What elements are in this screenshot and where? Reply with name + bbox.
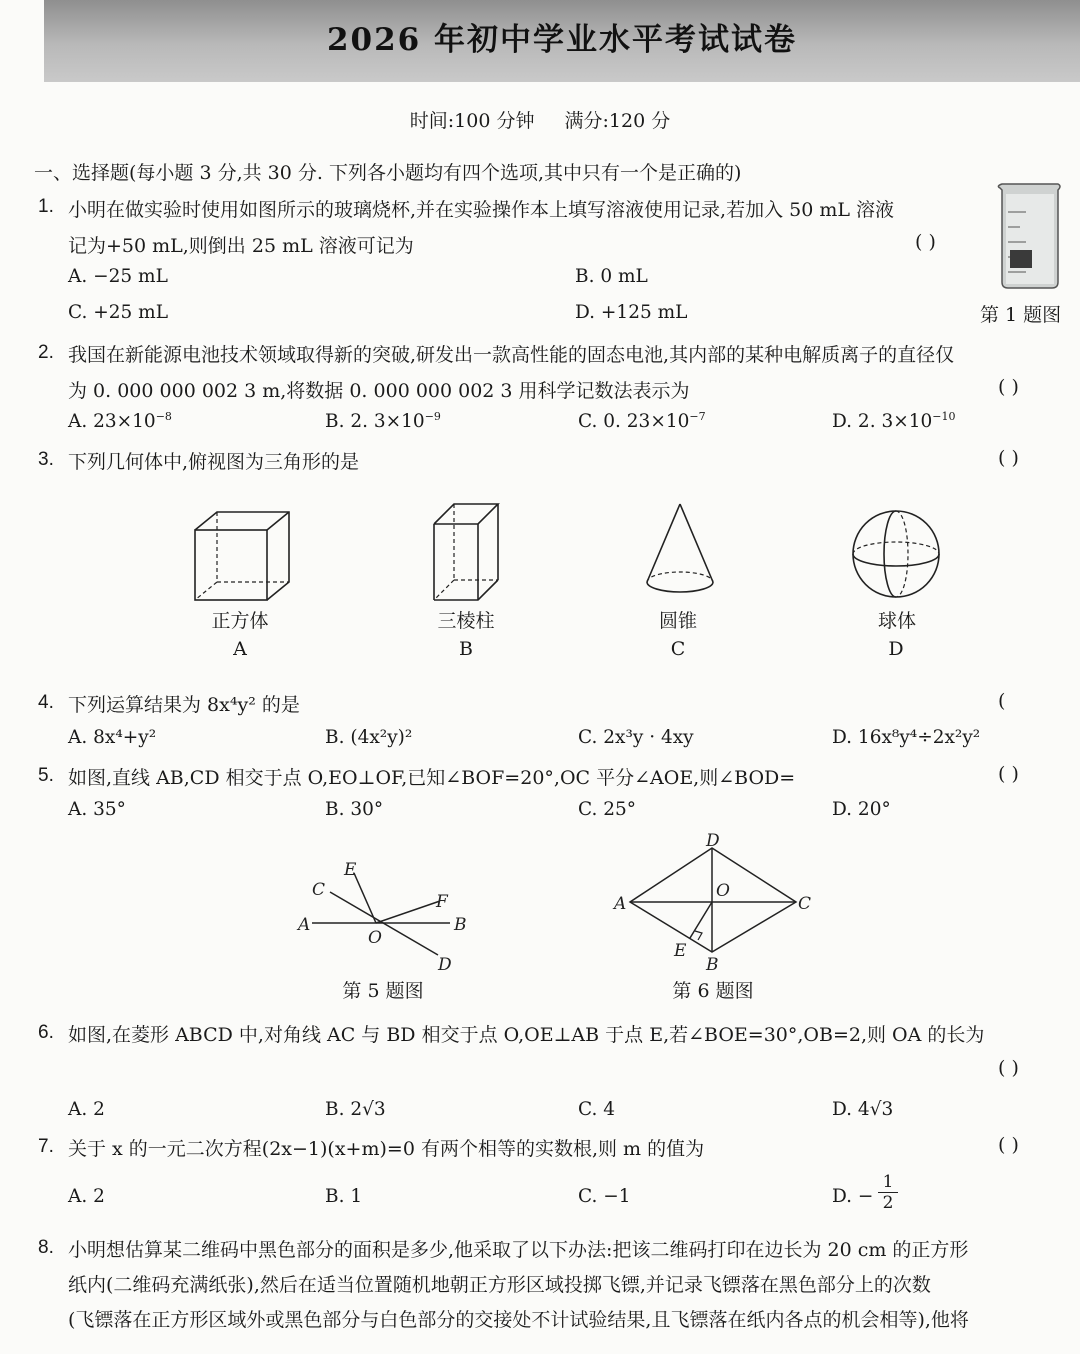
q6-label-o: O bbox=[716, 881, 730, 901]
q4-option-c[interactable]: C. 2x³y · 4xy bbox=[578, 727, 694, 748]
q7-option-d[interactable] bbox=[832, 1186, 873, 1207]
q1-answer-blank[interactable]: ( ) bbox=[915, 231, 936, 253]
q2-answer-blank[interactable]: ( ) bbox=[998, 376, 1019, 398]
q2-option-d-exp: −10 bbox=[932, 409, 956, 423]
q5-label-e: E bbox=[344, 860, 357, 880]
prism-figure bbox=[430, 500, 505, 605]
section-title: 一、选择题(每小题 3 分,共 30 分. 下列各小题均有四个选项,其中只有一个是正确的) bbox=[34, 162, 742, 184]
q2-number: 2. bbox=[38, 342, 54, 363]
q5-label-b: B bbox=[454, 915, 467, 935]
q5-label-a: A bbox=[298, 915, 311, 935]
q2-option-a[interactable] bbox=[68, 411, 172, 432]
full-score: 满分:120 分 bbox=[564, 110, 671, 132]
q2-option-a-exp: −8 bbox=[155, 409, 172, 423]
q6-rhombus-figure bbox=[610, 830, 815, 975]
q5-number: 5. bbox=[38, 765, 54, 786]
q6-answer-blank[interactable]: ( ) bbox=[998, 1057, 1019, 1079]
q4-answer-blank[interactable]: ( bbox=[998, 690, 1006, 712]
q7-option-c[interactable]: C. −1 bbox=[578, 1186, 631, 1207]
q4-number: 4. bbox=[38, 692, 54, 713]
q2-option-d[interactable] bbox=[832, 411, 956, 432]
q2-option-d-base: D. 2. 3×10 bbox=[832, 411, 933, 432]
q6-label-e: E bbox=[674, 941, 687, 961]
q6-option-b[interactable]: B. 2√3 bbox=[325, 1099, 386, 1120]
sphere-figure bbox=[850, 508, 942, 600]
q8-text-line2: 纸内(二维码充满纸张),然后在适当位置随机地朝正方形区域投掷飞镖,并记录飞镖落在黑色部分上的次数 bbox=[68, 1274, 931, 1296]
q1-option-b[interactable]: B. 0 mL bbox=[575, 266, 648, 287]
q2-text-line2: 为 0. 000 000 002 3 m,将数据 0. 000 000 002 3 用科学记数法表示为 bbox=[68, 380, 690, 402]
q4-option-b[interactable]: B. (4x²y)² bbox=[325, 727, 413, 748]
shape-a-name: 正方体 bbox=[211, 610, 269, 632]
q5-label-c: C bbox=[312, 880, 326, 900]
fraction-numerator: 1 bbox=[878, 1172, 898, 1193]
q6-label-b: B bbox=[706, 955, 719, 975]
shape-c-name: 圆锥 bbox=[658, 610, 697, 632]
q6-option-d[interactable]: D. 4√3 bbox=[832, 1099, 894, 1120]
q5-text-line1: 如图,直线 AB,CD 相交于点 O,EO⊥OF,已知∠BOF=20°,OC 平分∠AOE,则∠BOD= bbox=[68, 767, 796, 789]
q1-text-line1: 小明在做实验时使用如图所示的玻璃烧杯,并在实验操作本上填写溶液使用记录,若加入 50 mL 溶液 bbox=[68, 199, 895, 221]
q6-label-a: A bbox=[614, 894, 627, 914]
q2-option-b-base: B. 2. 3×10 bbox=[325, 411, 425, 432]
q8-number: 8. bbox=[38, 1237, 54, 1258]
q5-label-f: F bbox=[436, 892, 448, 912]
q7-option-b[interactable]: B. 1 bbox=[325, 1186, 363, 1207]
q2-option-c-exp: −7 bbox=[689, 409, 706, 423]
q5-angle-figure bbox=[290, 855, 480, 975]
q5-option-c[interactable]: C. 25° bbox=[578, 799, 637, 820]
q6-option-a[interactable]: A. 2 bbox=[68, 1099, 105, 1120]
q1-number: 1. bbox=[38, 196, 54, 217]
q7-option-d-label: D. − bbox=[832, 1186, 874, 1207]
q3-text-line1: 下列几何体中,俯视图为三角形的是 bbox=[68, 451, 360, 473]
shape-b-letter: B bbox=[459, 638, 473, 660]
q1-option-a[interactable]: A. −25 mL bbox=[68, 266, 168, 287]
q1-figure-caption: 第 1 题图 bbox=[980, 304, 1062, 326]
q6-label-c: C bbox=[798, 894, 812, 914]
exam-meta bbox=[0, 106, 1080, 133]
shape-d-letter: D bbox=[888, 638, 904, 660]
q1-option-c[interactable]: C. +25 mL bbox=[68, 302, 169, 323]
exam-title: 2026 年初中学业水平考试试卷 bbox=[326, 22, 798, 58]
q7-answer-blank[interactable]: ( ) bbox=[998, 1134, 1019, 1156]
cube-figure bbox=[190, 508, 295, 603]
q7-number: 7. bbox=[38, 1136, 54, 1157]
q7-option-d-fraction bbox=[878, 1172, 898, 1213]
q1-option-d[interactable]: D. +125 mL bbox=[575, 302, 688, 323]
shape-a-letter: A bbox=[233, 638, 247, 660]
time-limit: 时间:100 分钟 bbox=[409, 110, 535, 132]
q8-text-line1: 小明想估算某二维码中黑色部分的面积是多少,他采取了以下办法:把该二维码打印在边长为 20 cm 的正方形 bbox=[68, 1239, 969, 1261]
q5-label-d: D bbox=[438, 955, 452, 975]
q6-option-c[interactable]: C. 4 bbox=[578, 1099, 616, 1120]
q5-option-a[interactable]: A. 35° bbox=[68, 799, 126, 820]
q2-option-b[interactable] bbox=[325, 411, 441, 432]
shape-b-name: 三棱柱 bbox=[437, 610, 495, 632]
q6-figure-caption: 第 6 题图 bbox=[672, 980, 754, 1002]
q7-text-line1: 关于 x 的一元二次方程(2x−1)(x+m)=0 有两个相等的实数根,则 m 的值为 bbox=[68, 1138, 705, 1160]
q2-text-line1: 我国在新能源电池技术领域取得新的突破,研发出一款高性能的固态电池,其内部的某种电解质离子的直径仅 bbox=[68, 344, 955, 366]
q5-label-o: O bbox=[368, 928, 382, 948]
q4-option-a[interactable]: A. 8x⁴+y² bbox=[68, 727, 157, 748]
q4-text-line1: 下列运算结果为 8x⁴y² 的是 bbox=[68, 694, 300, 716]
q2-option-a-base: A. 23×10 bbox=[68, 411, 156, 432]
q8-text-line3: (飞镖落在正方形区域外或黑色部分与白色部分的交接处不计试验结果,且飞镖落在纸内各点的机会相等),他将 bbox=[68, 1309, 969, 1331]
fraction-denominator: 2 bbox=[882, 1193, 894, 1213]
q3-number: 3. bbox=[38, 449, 54, 470]
q5-option-d[interactable]: D. 20° bbox=[832, 799, 891, 820]
q6-text-line1: 如图,在菱形 ABCD 中,对角线 AC 与 BD 相交于点 O,OE⊥AB 于点 E,若∠BOE=30°,OB=2,则 OA 的长为 bbox=[68, 1024, 985, 1046]
q2-option-c-base: C. 0. 23×10 bbox=[578, 411, 690, 432]
q6-number: 6. bbox=[38, 1022, 54, 1043]
q1-text-line2: 记为+50 mL,则倒出 25 mL 溶液可记为 bbox=[68, 235, 414, 257]
q3-answer-blank[interactable]: ( ) bbox=[998, 447, 1019, 469]
q5-option-b[interactable]: B. 30° bbox=[325, 799, 384, 820]
shape-d-name: 球体 bbox=[877, 610, 916, 632]
q2-option-c[interactable] bbox=[578, 411, 706, 432]
q5-figure-caption: 第 5 题图 bbox=[342, 980, 424, 1002]
q5-answer-blank[interactable]: ( ) bbox=[998, 763, 1019, 785]
q6-label-d: D bbox=[706, 831, 720, 851]
shape-c-letter: C bbox=[670, 638, 686, 660]
q2-option-b-exp: −9 bbox=[424, 409, 441, 423]
q4-option-d[interactable]: D. 16x⁸y⁴÷2x²y² bbox=[832, 727, 981, 748]
beaker-figure bbox=[996, 182, 1066, 292]
header-banner bbox=[44, 0, 1080, 82]
cone-figure bbox=[643, 500, 718, 600]
q7-option-a[interactable]: A. 2 bbox=[68, 1186, 105, 1207]
